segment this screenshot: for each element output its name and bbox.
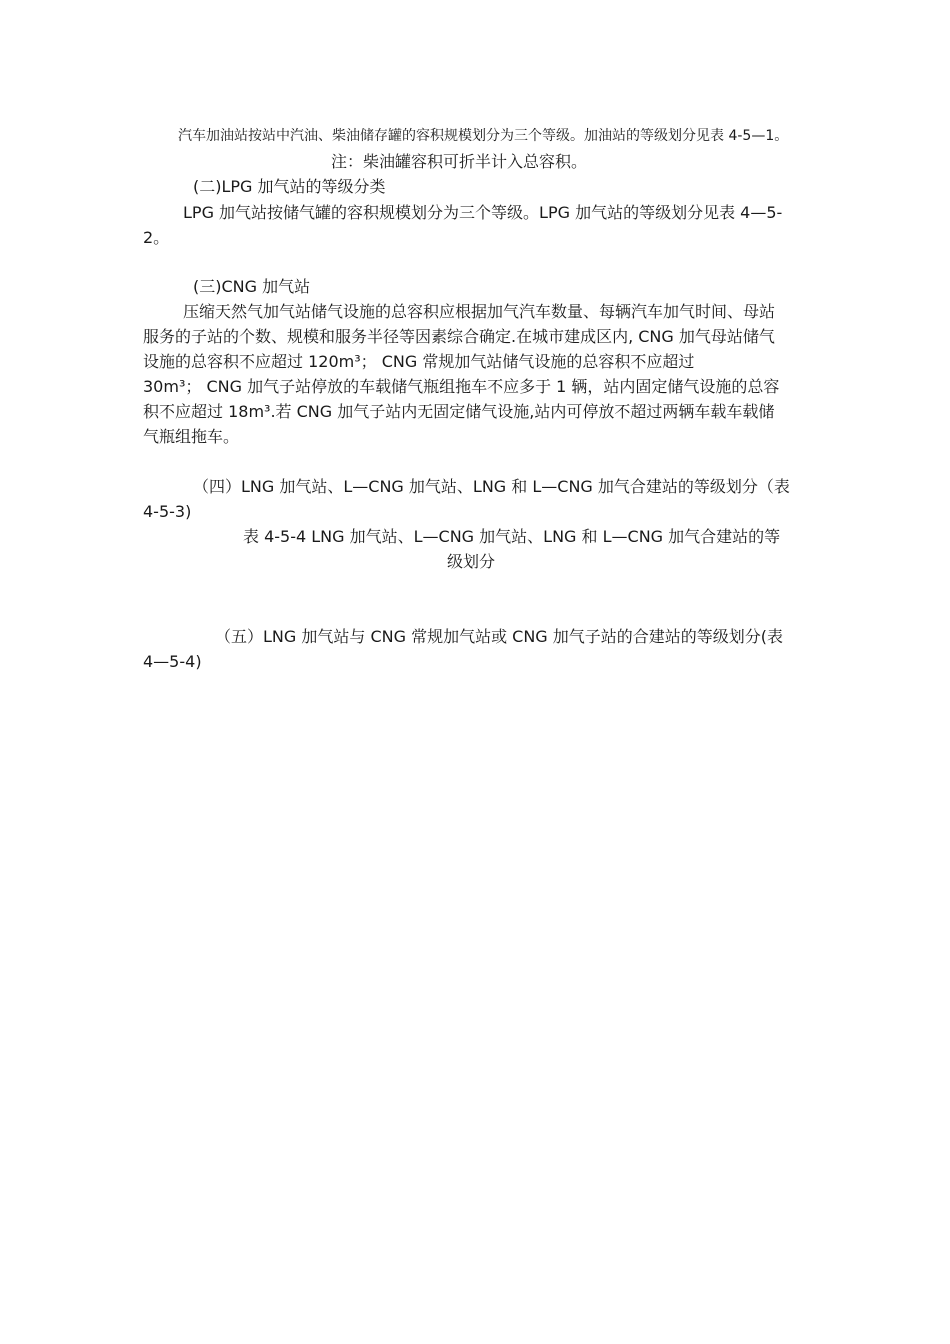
- section-4-heading-line-1: （四）LNG 加气站、L—CNG 加气站、LNG 和 L—CNG 加气合建站的等级划分（表: [193, 477, 790, 496]
- section-3-paragraph-line: 积不应超过 18m³.若 CNG 加气子站内无固定储气设施,站内可停放不超过两辆车载车载储: [143, 402, 775, 421]
- table-caption-line-2: 级划分: [447, 552, 496, 571]
- section-5-heading-line-1: （五）LNG 加气站与 CNG 常规加气站或 CNG 加气子站的合建站的等级划分(表: [215, 627, 784, 646]
- section-3-paragraph-line: 压缩天然气加气站储气设施的总容积应根据加气汽车数量、每辆汽车加气时间、母站: [183, 302, 776, 321]
- section-2-heading: (二)LPG 加气站的等级分类: [193, 177, 386, 196]
- section-3-paragraph-line: 设施的总容积不应超过 120m³； CNG 常规加气站储气设施的总容积不应超过: [143, 352, 695, 371]
- intro-paragraph: 汽车加油站按站中汽油、柴油储存罐的容积规模划分为三个等级。加油站的等级划分见表 4-5—1。: [178, 128, 789, 144]
- table-caption-line-1: 表 4-5-4 LNG 加气站、L—CNG 加气站、LNG 和 L—CNG 加气合建站的等: [243, 527, 781, 546]
- section-3-paragraph-line: 服务的子站的个数、规模和服务半径等因素综合确定.在城市建成区内, CNG 加气母站储气: [143, 327, 775, 346]
- section-2-paragraph-line-2: 2。: [143, 228, 170, 247]
- section-4-heading-line-2: 4-5-3): [143, 502, 192, 521]
- section-3-heading: (三)CNG 加气站: [193, 277, 311, 296]
- section-3-paragraph-line: 气瓶组拖车。: [143, 427, 240, 446]
- section-2-paragraph-line-1: LPG 加气站按储气罐的容积规模划分为三个等级。LPG 加气站的等级划分见表 4—5-: [183, 203, 783, 222]
- note-text: 注：柴油罐容积可折半计入总容积。: [331, 152, 588, 171]
- section-5-heading-line-2: 4—5-4): [143, 652, 202, 671]
- section-3-paragraph-line: 30m³； CNG 加气子站停放的车载储气瓶组拖车不应多于 1 辆，站内固定储气设施的总容: [143, 377, 780, 396]
